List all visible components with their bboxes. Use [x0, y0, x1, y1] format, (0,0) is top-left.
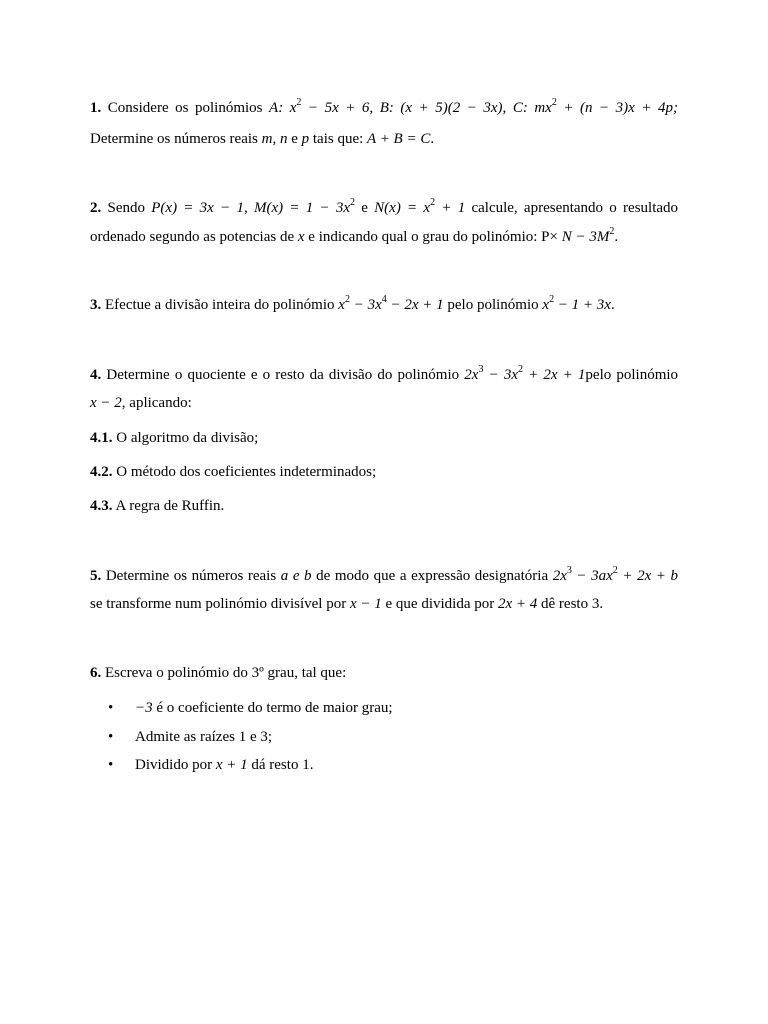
- q1-poly-a-rest: − 5x + 6,: [301, 100, 374, 116]
- q5-text-2: de modo que a expressão designatória: [316, 568, 549, 584]
- q1-var-n: n: [279, 131, 288, 147]
- q2-text-3: ordenado segundo as potencias de: [90, 229, 295, 245]
- bullet-icon: •: [108, 729, 114, 745]
- q1-var-p: p: [301, 131, 310, 147]
- q4-line-2: [90, 393, 678, 413]
- q4-text-3: , aplicando:: [121, 395, 192, 411]
- q2-poly-n-rest: + 1: [435, 200, 466, 216]
- q1-poly-b: : (x + 5)(2 − 3x),: [388, 100, 507, 116]
- q3-text-2: pelo polinómio: [447, 297, 539, 313]
- exponent: 2: [430, 197, 436, 208]
- q6-text: Escreva o polinómio do 3º grau, tal que:: [105, 665, 347, 681]
- q1-text-2: Determine os números reais: [90, 131, 258, 147]
- q2-number: 2.: [90, 200, 102, 216]
- exponent: 2: [517, 364, 523, 375]
- q5-text-5: dê resto 3.: [541, 596, 604, 612]
- q6-bullet-text: Dividido por: [135, 757, 213, 773]
- q2-line-2: [90, 227, 678, 247]
- q1-text-3: tais que:: [312, 131, 364, 147]
- q4-text: Determine o quociente e o resto da divisão do polinómio: [106, 367, 460, 383]
- q2-var-x: x: [297, 229, 305, 245]
- q4-line-1: [90, 365, 678, 385]
- q6-line: [90, 663, 678, 683]
- q4-divisor: x − 2: [90, 395, 122, 411]
- exponent: 2: [612, 565, 618, 576]
- q5-text: Determine os números reais: [105, 568, 277, 584]
- q6-bullet-item: [108, 727, 668, 747]
- exponent: 3: [566, 565, 572, 576]
- q5-text-3: se transforme num polinómio divisível por: [90, 596, 347, 612]
- q2-text: Sendo: [107, 200, 145, 216]
- q5-divisor-1: x − 1: [349, 596, 382, 612]
- q1-poly-a: : x: [278, 100, 297, 116]
- q3-divisor: x: [542, 297, 550, 313]
- q6-bullet-text: é o coeficiente do termo de maior grau;: [156, 700, 393, 716]
- q4-number: 4.: [90, 367, 102, 383]
- q2-expression: N − 3M: [561, 229, 610, 245]
- q6-divisor: x + 1: [215, 757, 248, 773]
- q3-text: Efectue a divisão inteira do polinómio: [105, 297, 335, 313]
- q6-bullet-text: Admite as raízes 1 e 3;: [135, 729, 273, 745]
- exponent: 2: [296, 97, 302, 108]
- q6-number: 6.: [90, 665, 102, 681]
- q5-line-1: [90, 566, 678, 586]
- exponent: 2: [549, 294, 555, 305]
- q4-sub-text: A regra de Ruffin.: [115, 498, 225, 514]
- q3-number: 3.: [90, 297, 102, 313]
- q1-poly-c-rest: + (n − 3)x + 4p;: [556, 100, 679, 116]
- q4-polynomial: 2x: [464, 367, 479, 383]
- q4-sub-text: O algoritmo da divisão;: [116, 430, 259, 446]
- q1-number: 1.: [90, 100, 102, 116]
- q4-sub-item: [90, 428, 678, 448]
- q2-poly-n: N(x) = x: [374, 200, 431, 216]
- q5-expression: 2x: [552, 568, 567, 584]
- q3-period: .: [610, 297, 615, 313]
- q4-sub-text: O método dos coeficientes indeterminados;: [116, 464, 377, 480]
- q4-sub-number: 4.3.: [90, 498, 113, 514]
- q3-dividend-3: − 2x + 1: [386, 297, 444, 313]
- exponent: 3: [478, 364, 484, 375]
- q2-and: e: [361, 200, 368, 216]
- q1-equation: A + B = C: [367, 131, 431, 147]
- q5-line-2: [90, 594, 678, 614]
- q1-poly-c-label: C: [512, 100, 523, 116]
- q4-sub-number: 4.1.: [90, 430, 113, 446]
- q4-sub-number: 4.2.: [90, 464, 113, 480]
- q5-text-4: e que dividida por: [385, 596, 495, 612]
- exponent: 2: [344, 294, 350, 305]
- q2-text-2: calcule, apresentando o resultado: [471, 200, 679, 216]
- q2-text-4: e indicando qual o grau do polinómio: P×: [308, 229, 558, 245]
- q2-line-1: [90, 198, 678, 218]
- q6-bullet-text-2: dá resto 1.: [251, 757, 314, 773]
- q1-line-1: [90, 98, 678, 118]
- bullet-icon: •: [108, 757, 114, 773]
- q5-expression-2: − 3ax: [571, 568, 613, 584]
- q4-text-2: pelo polinómio: [585, 367, 679, 383]
- q1-poly-c: : mx: [522, 100, 552, 116]
- q4-sub-item: [90, 462, 678, 482]
- q1-line-2: [90, 129, 678, 149]
- q4-sub-item: [90, 496, 678, 516]
- q1-poly-a-label: A: [269, 100, 279, 116]
- exponent: 2: [551, 97, 557, 108]
- q4-polynomial-3: + 2x + 1: [522, 367, 586, 383]
- q3-divisor-2: − 1 + 3x: [554, 297, 611, 313]
- q1-and: e: [291, 131, 298, 147]
- q1-text: Considere os polinómios: [107, 100, 263, 116]
- q5-divisor-2: 2x + 4: [497, 596, 538, 612]
- q6-bullet-item: [108, 755, 668, 775]
- q1-poly-b-label: B: [379, 100, 389, 116]
- exponent: 2: [609, 226, 615, 237]
- q3-dividend-2: − 3x: [349, 297, 382, 313]
- exponent: 2: [349, 197, 355, 208]
- q6-bullet-item: [108, 698, 668, 718]
- exponent: 4: [381, 294, 387, 305]
- q3-line: [90, 295, 678, 315]
- q2-poly-p: P(x) = 3x − 1,: [151, 200, 248, 216]
- q6-coefficient: −3: [135, 700, 153, 716]
- q5-number: 5.: [90, 568, 102, 584]
- bullet-icon: •: [108, 700, 114, 716]
- q1-comma: ,: [272, 131, 277, 147]
- q1-period: .: [430, 131, 435, 147]
- q1-var-m: m: [261, 131, 273, 147]
- q5-expression-3: + 2x + b: [617, 568, 678, 584]
- q2-period: .: [614, 229, 619, 245]
- q3-dividend: x: [338, 297, 345, 313]
- q2-poly-m: M(x) = 1 − 3x: [253, 200, 350, 216]
- q5-vars: a e b: [280, 568, 312, 584]
- q4-polynomial-2: − 3x: [483, 367, 518, 383]
